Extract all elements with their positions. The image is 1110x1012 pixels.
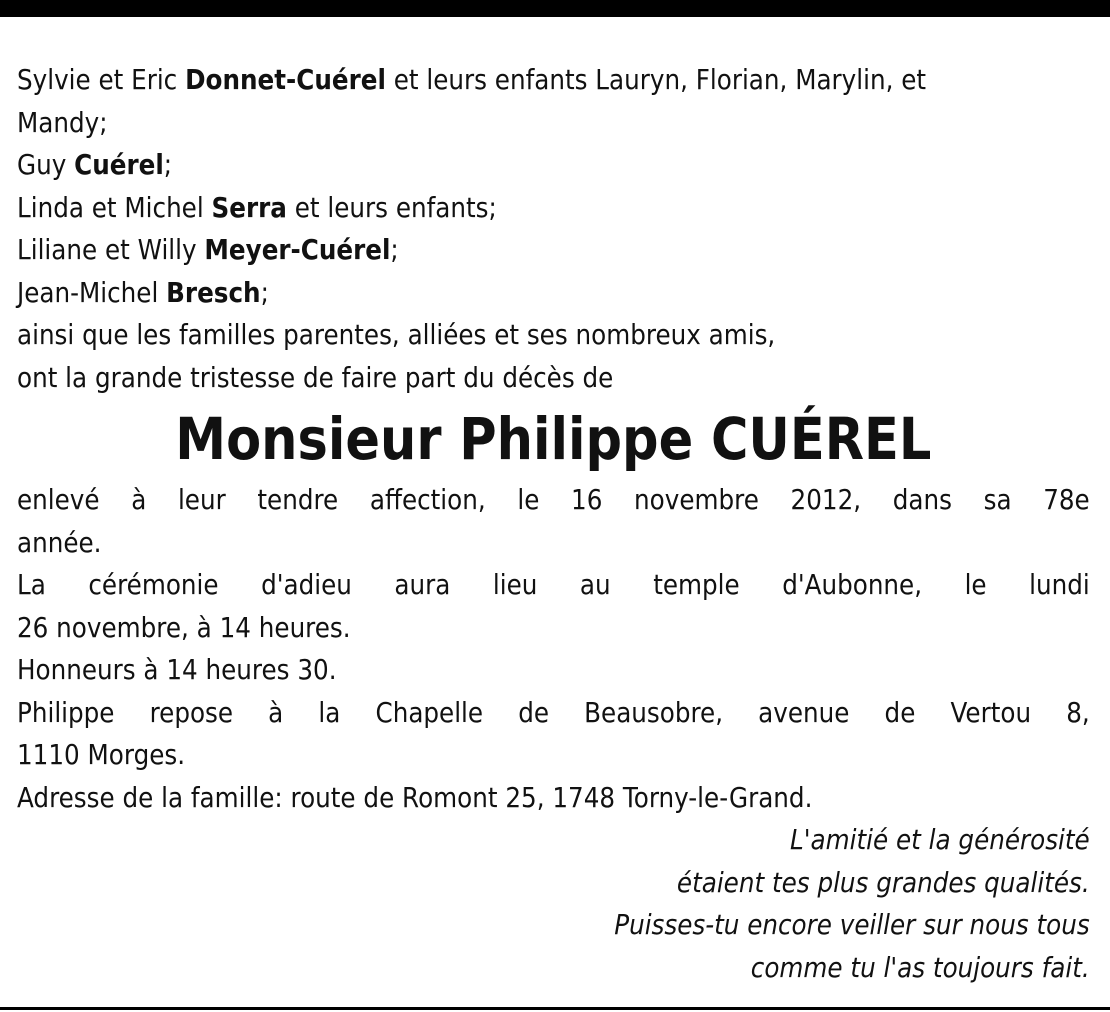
paragraph-line: Philippe repose à la Chapelle de Beausobre, avenue de Vertou 8,: [17, 695, 1090, 729]
paragraph-line: année.: [17, 525, 102, 559]
mourner-line: [17, 102, 1090, 145]
mourner-suffix: ;: [163, 148, 173, 181]
mourner-line: [17, 229, 1090, 272]
mourner-suffix: ;: [390, 233, 399, 266]
paragraph-line: Adresse de la famille: route de Romont 25, 1748 Torny-le-Grand.: [17, 780, 813, 814]
mourner-line: [17, 59, 1090, 102]
poem-line: comme tu l'as toujours fait.: [750, 950, 1090, 984]
mourner-names: Mandy;: [17, 105, 108, 139]
mourner-names: Liliane et Willy: [17, 233, 205, 266]
mourner-names: Sylvie et Eric: [17, 63, 186, 96]
mourner-surname: Meyer-Cuérel: [204, 233, 391, 266]
deceased-name: Monsieur Philippe CUÉREL: [175, 405, 932, 473]
bottom-border-rule: [0, 1007, 1110, 1010]
announcement-line: ont la grande tristesse de faire part du décès de: [17, 360, 614, 394]
poem-line: L'amitié et la générosité: [790, 823, 1090, 856]
mourner-line: [17, 144, 1090, 187]
paragraph-line: La cérémonie d'adieu aura lieu au temple d'Aubonne, le lundi: [17, 568, 1090, 601]
mourner-suffix: et leurs enfants;: [286, 190, 497, 224]
mourner-suffix: ;: [260, 275, 269, 309]
paragraph-line: 26 novembre, à 14 heures.: [17, 610, 351, 644]
paragraph-line: enlevé à leur tendre affection, le 16 novembre 2012, dans sa 78e: [17, 483, 1090, 516]
mourner-line: [17, 272, 1090, 315]
mourner-suffix: et leurs enfants Lauryn, Florian, Marylin, et: [385, 63, 927, 96]
mourner-surname: Serra: [211, 190, 287, 224]
top-border-rule: [0, 0, 1110, 17]
paragraph-line: 1110 Morges.: [17, 738, 186, 771]
mourner-names: Guy: [17, 148, 75, 181]
obituary-notice: [17, 59, 1090, 989]
poem-line: Puisses-tu encore veiller sur nous tous: [614, 908, 1090, 941]
mourner-surname: Cuérel: [74, 148, 164, 181]
paragraph-line: Honneurs à 14 heures 30.: [17, 653, 337, 686]
poem-line: étaient tes plus grandes qualités.: [676, 865, 1090, 899]
mourner-surname: Bresch: [166, 275, 261, 309]
mourner-surname: Donnet-Cuérel: [185, 63, 386, 96]
mourner-names: Jean-Michel: [17, 275, 167, 309]
families-line: ainsi que les familles parentes, alliées et ses nombreux amis,: [17, 318, 776, 351]
mourner-line: [17, 187, 1090, 230]
mourner-names: Linda et Michel: [17, 190, 212, 224]
